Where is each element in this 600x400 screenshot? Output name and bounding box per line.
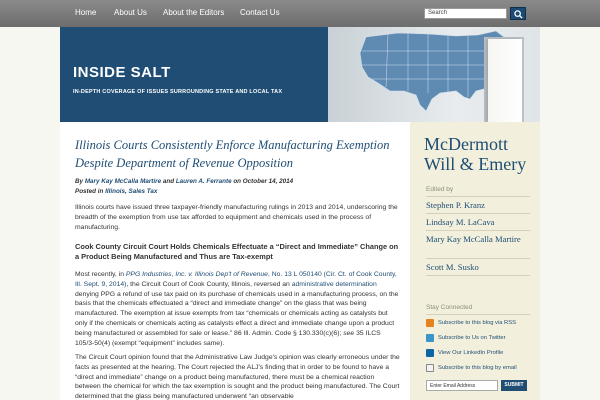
post-paragraph-2 [75,270,400,348]
rss-icon [426,319,434,327]
main-content [60,122,410,400]
case-link[interactable]: PPG Industries, Inc. v. Illinois Dep't of Revenue [125,271,268,278]
posted-in-label: Posted in [75,188,104,195]
divider [426,230,530,231]
author-link-1[interactable]: Mary Kay McCalla Martire [84,178,162,185]
search-input[interactable]: Search [424,8,507,19]
nav-about-editors[interactable]: About the Editors [163,8,225,17]
sidebar [410,122,540,400]
site-title[interactable]: INSIDE SALT [73,64,171,81]
admin-determination-link[interactable]: administrative determination [291,280,377,288]
p2-text-d: 35 ILCS 105/3-50(4) (exempt “equipment” includes same). [75,329,381,347]
post-title[interactable]: Illinois Courts Consistently Enforce Manufacturing Exemption Despite Department of Revenue Opposition [75,138,390,170]
post-paragraph-1: Illinois courts have issued three taxpayer-friendly manufacturing rulings in 2013 and 2014, underscoring the breadth of the exemption from use tax afforded to equipment and chemicals used in the process of manufacturing. [75,204,398,231]
p2-see: see [343,329,355,337]
post-subheading: Cook County Circuit Court Holds Chemicals Effectuate a “Direct and Immediate” Change on a Product Being Manufactured and Thus are Tax-exempt [75,242,399,262]
editor-link-susko[interactable]: Scott M. Susko [426,262,479,272]
author-link-2[interactable]: Lauren A. Ferrante [175,178,232,185]
edited-by-label: Edited by [426,186,454,193]
category-link-illinois[interactable]: Illinois [105,188,126,195]
banner-title-panel [60,27,328,122]
email-icon [426,364,434,372]
post-byline [75,178,293,185]
byline-and: and [162,178,175,185]
site-tagline: IN-DEPTH COVERAGE OF ISSUES SURROUNDING STATE AND LOCAL TAX [73,89,283,95]
submit-button[interactable]: SUBMIT [501,380,527,391]
post-date: on October 14, 2014 [233,178,294,185]
open-door [488,39,522,122]
header-banner [60,27,540,122]
p2-text-b: , the Circuit Court of Cook County, Illinois, reversed an [126,280,292,288]
linkedin-icon [426,349,434,357]
rss-subscribe-label: Subscribe to this blog via RSS [438,320,516,326]
linkedin-label: View Our LinkedIn Profile [438,350,504,356]
p2-text-a: Most recently, in [75,271,126,278]
editor-link-kranz[interactable]: Stephen P. Kranz [426,200,485,210]
search-icon [514,10,523,19]
firm-logo-line-1[interactable]: McDermott [424,134,508,154]
nav-about-us[interactable]: About Us [114,8,147,17]
email-input[interactable]: Enter Email Address [426,380,498,391]
email-subscribe-label: Subscribe to this blog by email [438,365,517,371]
nav-contact-us[interactable]: Contact Us [240,8,280,17]
category-separator: , [125,188,127,195]
search-button[interactable] [510,7,526,20]
case-citation-link[interactable]: , No. 13 L 050140 (Cir. Ct. of Cook County, Ill. Sept. 9, 2014) [75,271,397,288]
divider [426,258,530,259]
twitter-label: Subscribe to Us on Twitter [438,335,506,341]
category-link-sales-tax[interactable]: Sales Tax [128,188,158,195]
stay-connected-label: Stay Connected [426,304,473,311]
editor-link-martire[interactable]: Mary Kay McCalla Martire [426,234,521,244]
divider [426,213,530,214]
banner-image [328,27,540,122]
divider [426,275,530,276]
divider [426,196,530,197]
post-paragraph-3: The Circuit Court opinion found that the Administrative Law Judge's opinion was clearly erroneous under the facts as presented at the hearing. The Court rejected the ALJ's finding that in order to be found to have a “direct and immediate” change on a product being manufactured, there must be a chemical reaction between the chemical for which the tax exemption is sought and the product being manufactured. The Court determined that the glass being manufactured underwent “an observable [75,354,400,400]
divider [426,314,530,315]
twitter-icon [426,334,434,342]
editor-link-lacava[interactable]: Lindsay M. LaCava [426,217,495,227]
p2-text-c: denying PPG a refund of use tax paid on its purchase of chemicals used in a manufacturing process, on the basis that the chemicals effectuated a “direct and immediate change” on the glass that was being manufactured. The exemption at issue exempts from tax “chemicals or chemicals acting as catalysts but only if the chemicals or chemicals acting as catalysts effect a direct and immediate change upon a product being manufactured or assembled for sale or lease.” 86 Ill. Admin. Code § 130.330(c)(6); [75,290,399,337]
nav-home[interactable]: Home [75,8,97,17]
byline-by: By [75,178,84,185]
post-categories [75,188,157,195]
firm-logo-line-2[interactable]: Will & Emery [424,154,527,174]
top-navigation [0,0,600,27]
